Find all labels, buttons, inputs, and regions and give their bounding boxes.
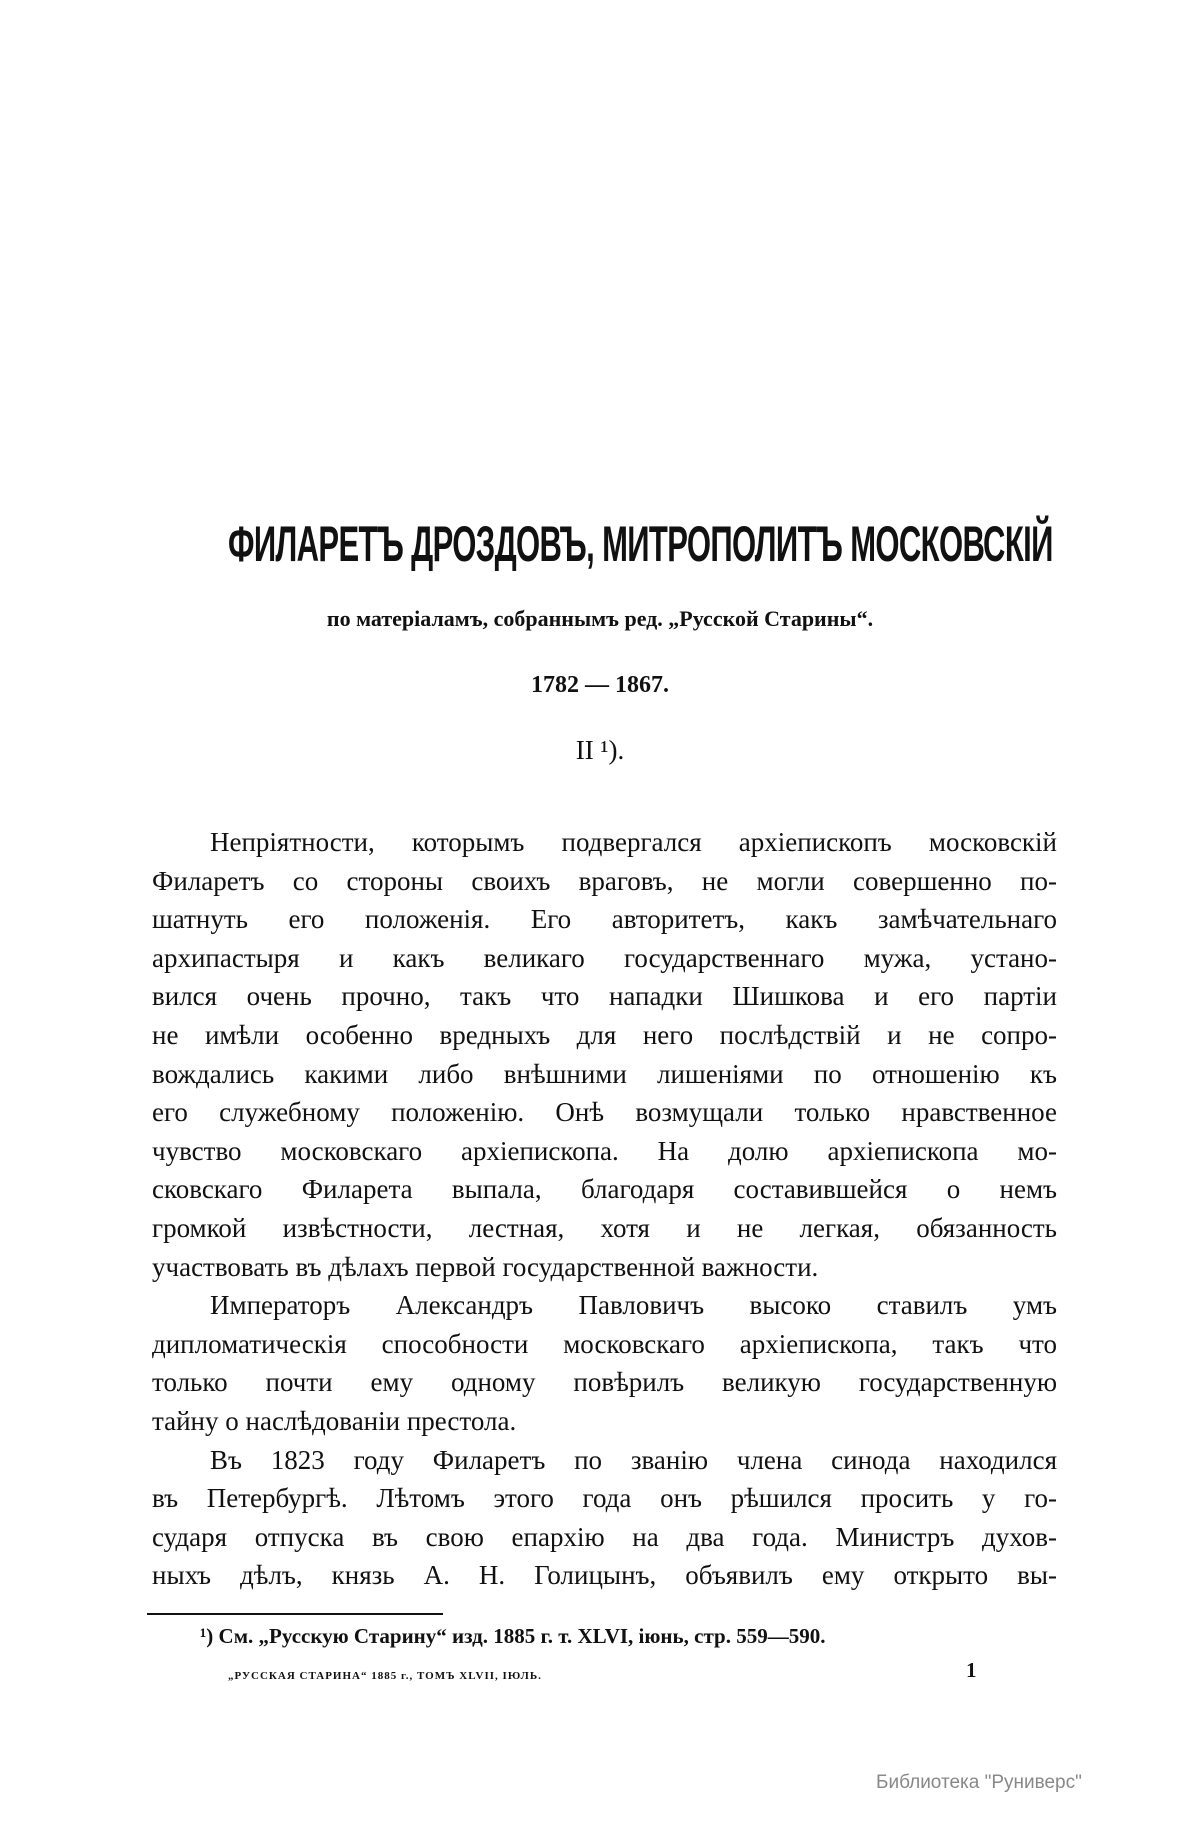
body-line: не имѣли особенно вредныхъ для него послѣдствій и не сопро- (152, 1020, 1057, 1050)
body-line: Филаретъ со стороны своихъ враговъ, не могли совершенно по- (152, 865, 1057, 896)
body-line: сударя отпуска въ свою епархію на два года. Министръ духов- (152, 1521, 1057, 1552)
body-line: вился очень прочно, такъ что нападки Шишкова и его партіи (152, 981, 1057, 1012)
footnote: ¹) См. „Русскую Старину“ изд. 1885 г. т. XLVI, іюнь, стр. 559—590. (200, 1624, 826, 1648)
body-line: сковскаго Филарета выпала, благодаря составившейся о немъ (152, 1174, 1057, 1205)
body-line: тайну о наслѣдованіи престола. (152, 1406, 517, 1436)
library-watermark: Библиотека "Руниверс" (876, 1772, 1082, 1793)
footnote-divider (147, 1613, 443, 1615)
printer-signature: „РУССКАЯ СТАРИНА“ 1885 г., ТОМЪ XLVII, ІЮЛЬ. (228, 1670, 542, 1682)
article-subtitle: по матеріаламъ, собраннымъ ред. „Русской Старины“. (326, 606, 874, 631)
page-number: 1 (966, 1658, 977, 1682)
body-line: Императоръ Александръ Павловичъ высоко ставилъ умъ (210, 1290, 1057, 1321)
body-line: Непріятности, которымъ подвергался архіепископъ московскій (210, 827, 1057, 857)
article-title: ФИЛАРЕТЪ ДРОЗДОВЪ, МИТРОПОЛИТЪ МОСКОВСКІЙ (228, 516, 1053, 572)
article-years: 1782 — 1867. (531, 672, 669, 698)
body-line: вождались какими либо внѣшними лишеніями по отношенію къ (152, 1058, 1057, 1089)
body-line: ныхъ дѣлъ, князь А. Н. Голицынъ, объявилъ ему открыто вы- (152, 1560, 1057, 1591)
body-line: его служебному положенію. Онѣ возмущали только нравственное (152, 1097, 1057, 1128)
body-line: въ Петербургѣ. Лѣтомъ этого года онъ рѣшился просить у го- (152, 1483, 1057, 1514)
body-line: только почти ему одному повѣрилъ великую государственную (152, 1367, 1057, 1398)
body-line: архипастыря и какъ великаго государственнаго мужа, устано- (152, 942, 1057, 973)
body-line: участвовать въ дѣлахъ первой государственной важности. (152, 1251, 819, 1282)
part-number: II ¹). (575, 735, 625, 765)
body-line: шатнуть его положенія. Его авторитетъ, какъ замѣчательнаго (152, 904, 1057, 935)
body-line: дипломатическія способности московскаго архіепископа, такъ что (152, 1328, 1057, 1359)
body-line: Въ 1823 году Филаретъ по званію члена синода находился (210, 1444, 1057, 1475)
body-line: чувство московскаго архіепископа. На долю архіепископа мо- (152, 1135, 1057, 1166)
body-line: громкой извѣстности, лестная, хотя и не легкая, обязанность (152, 1213, 1057, 1243)
